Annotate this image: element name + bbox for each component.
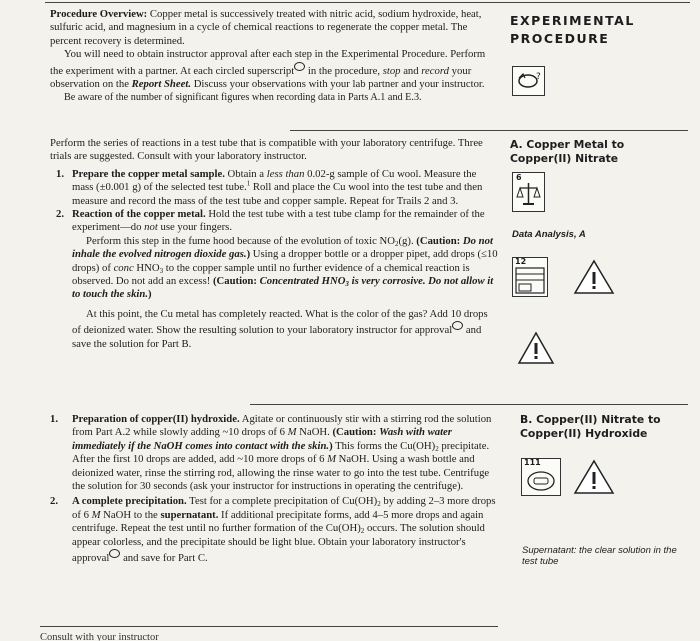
section-b-item2-title: A complete precipitation. [72, 495, 187, 508]
overview-para2-d: Discuss your observations with your lab partner and your instructor. [193, 78, 485, 91]
caution2-sub: 3 [345, 280, 349, 289]
caution2-text-a: Concentrated HNO [259, 275, 346, 288]
section-b-item2-c: NaOH to the [103, 508, 158, 521]
section-b-item1-number: 1. [50, 413, 59, 425]
section-a-item2-not: not [144, 221, 158, 234]
caution2-end: ) [148, 288, 152, 301]
section-a-item1-title: Prepare the copper metal sample. [72, 167, 225, 180]
section-b-item-2 [50, 495, 500, 565]
caution-text: Do not inhale the evolved nitrogen dioxide gas. [72, 234, 493, 261]
section-a-heading-line1: A. Copper Metal to [510, 138, 625, 151]
section-a-item2-i: and save the solution for Part B. [72, 324, 482, 350]
section-a-item-2 [50, 208, 498, 351]
section-a-item2-conc: conc [113, 261, 134, 274]
section-a-item2-e: Using a dropper bottle or a dropper pipet, add drops (≤10 drops) of [72, 248, 498, 274]
overview-para3: Be aware of the number of significant figures when recording data in Parts A.1 and E.3. [64, 92, 422, 104]
badge-6: 6 [516, 173, 522, 182]
overview-and: and [403, 64, 419, 77]
badge-12: 12 [515, 257, 527, 266]
section-b-item2-d: If additional precipitate forms, add 4–5 more drops and again centrifuge. Repeat the test until no further formation of the Cu(OH) [72, 508, 484, 535]
section-b-item-1 [50, 413, 500, 493]
overview-stop: stop [382, 64, 401, 77]
caution-end: ) [246, 248, 251, 261]
section-b-item1-sub: 2 [435, 444, 439, 453]
section-a-item-1 [50, 168, 498, 208]
top-rule [45, 2, 690, 3]
section-a-content [50, 137, 498, 351]
svg-text:?: ? [536, 72, 541, 82]
section-b-item2-a: Test for a complete precipitation of Cu(OH) [189, 495, 378, 508]
section-b-item1-title: Preparation of copper(II) hydroxide. [72, 413, 240, 425]
caution-end-b: ) [329, 439, 333, 452]
section-b-item1-c: This forms the Cu(OH) [335, 439, 436, 452]
section-a-item1-c: Roll and place the Cu wool into the test tube and then measure and record the mass of the test tube and copper sample. Repeat for Trails 2 and 3. [72, 181, 483, 207]
section-a-item2-h: At this point, the Cu metal has completely reacted. What is the color of the gas? Add 10 drops of deionized water. Show the resulting solution to your laboratory instructor for approval [72, 307, 488, 337]
section-b-item1-a: Agitate or continuously stir with a stirring rod the solution from Part A.2 while slowly adding ~10 drops of 6 [72, 413, 492, 439]
centrifuge-icon [521, 458, 561, 496]
overview-para2-c: your observation on the [50, 64, 472, 91]
section-b-item2-number: 2. [50, 495, 59, 508]
data-analysis-label: Data Analysis, A [512, 229, 586, 240]
circled-superscript-icon [294, 62, 305, 71]
caution-text-b: Wash with water immediately if the NaOH comes into contact with the skin. [72, 426, 452, 452]
circled-superscript-icon [109, 549, 120, 558]
section-b-item1-M: M [287, 426, 297, 439]
overview-record: record [421, 64, 449, 77]
heading-line-1: EXPERIMENTAL [510, 13, 635, 28]
section-a-item2-d: (g). [398, 234, 414, 247]
procedure-overview [50, 8, 498, 105]
section-b-item1-M2: M [327, 453, 336, 466]
section-b-item2-M: M [91, 508, 101, 521]
overview-para2-b: in the procedure, [307, 64, 381, 77]
section-a-item2-g: to the copper sample until no further evidence of a chemical reaction is observed. Do not add an excess! [72, 261, 470, 288]
circled-superscript-margin-icon [512, 66, 545, 96]
overview-label: Procedure Overview: [50, 8, 148, 20]
supernatant-note: Supernatant: the clear solution in the test tube [522, 545, 677, 567]
section-b-item2-e: occurs. The solution should appear colorless, and the precipitate should be light blue. Obtain your laboratory instructor's approval [72, 522, 485, 565]
footnote-marker: 1 [246, 179, 251, 188]
caution-triangle-icon-a2 [516, 330, 556, 371]
caution-label-2: (Caution: [212, 275, 257, 288]
section-b-item1-e: NaOH. Using a wash bottle and deionized water, rinse the stirring rod, allowing the rinse water to go into the test tube. Centrifuge the solution for 30 seconds (ask your instructor for instructions in operating the centrifuge). [72, 453, 490, 493]
caution-triangle-icon-a1 [572, 258, 616, 301]
balance-icon [512, 172, 545, 212]
overview-para2-a: You will need to obtain instructor approval after each step in the Experimental Procedure. Perform the experiment with a partner. At each circled superscript [50, 48, 486, 77]
section-a-item2-f: HNO [136, 261, 160, 274]
section-a-item2-sub: 2 [394, 239, 399, 248]
circled-superscript-icon [452, 321, 463, 330]
section-a-heading [510, 138, 624, 166]
calculator-icon [512, 257, 548, 297]
section-a-intro: Perform the series of reactions in a test tube that is compatible with your laboratory centrifuge. Three trials are suggested. Consult with your laboratory instructor. [50, 137, 483, 163]
section-a-item2-title: Reaction of the copper metal. [72, 208, 206, 221]
section-b-item2-f: and save for Part C. [123, 552, 208, 565]
heading-line-2: PROCEDURE [510, 31, 610, 46]
section-a-item1-b: 0.02-g sample of Cu wool. Measure the mass (±0.001 g) of the selected test tube. [72, 167, 477, 194]
section-b-content [50, 413, 500, 565]
section-b-heading [520, 413, 661, 441]
section-b-item2-supernatant: supernatant. [160, 508, 219, 521]
bottom-rule [40, 626, 498, 627]
section-b-item2-b: by adding 2–3 more drops of 6 [72, 495, 496, 521]
section-a-item1-a: Obtain a [227, 167, 265, 180]
section-b-item2-sub: 2 [377, 500, 381, 509]
caution2-text-b: is very corrosive. Do not allow it to touch the skin. [72, 275, 494, 301]
section-a-item2-c: Perform this step in the fume hood because of the evolution of toxic NO [86, 234, 395, 247]
footer-cutoff-text: Consult with your instructor [40, 632, 159, 641]
section-a-item2-sub2: 3 [159, 266, 164, 275]
section-b-item2-sub2: 2 [360, 527, 365, 536]
section-a-heading-line2: Copper(II) Nitrate [510, 152, 619, 165]
section-a-item2-a: Hold the test tube with a test tube clamp for the remainder of the experiment—do [72, 208, 485, 234]
caution-label: (Caution: [416, 234, 461, 247]
caution-triangle-icon-b [572, 458, 616, 501]
section-a-item1-less: less than [266, 167, 305, 180]
section-a-item2-number: 2. [56, 208, 65, 221]
section-b-heading-line1: B. Copper(II) Nitrate to [520, 413, 661, 426]
section-b-heading-line2: Copper(II) Hydroxide [520, 427, 648, 440]
overview-report-sheet: Report Sheet. [131, 78, 192, 91]
section-b-rule [250, 404, 688, 405]
caution-label-b: (Caution: [332, 426, 377, 439]
section-b-item1-b: NaOH. [299, 426, 330, 439]
section-b-item1-d: precipitate. After the first 10 drops are added, add ~10 more drops of 6 [72, 439, 490, 466]
section-a-item1-number: 1. [56, 167, 65, 180]
section-a-item2-b: use your fingers. [160, 221, 232, 234]
page-heading [510, 12, 635, 48]
badge-111: 111 [524, 458, 541, 467]
overview-text: Copper metal is successively treated with nitric acid, sodium hydroxide, heat, sulfuric acid, and magnesium in a cycle of chemical reactions to regenerate the copper metal. The percent recovery is determined. [50, 8, 482, 47]
section-a-rule [290, 130, 688, 131]
